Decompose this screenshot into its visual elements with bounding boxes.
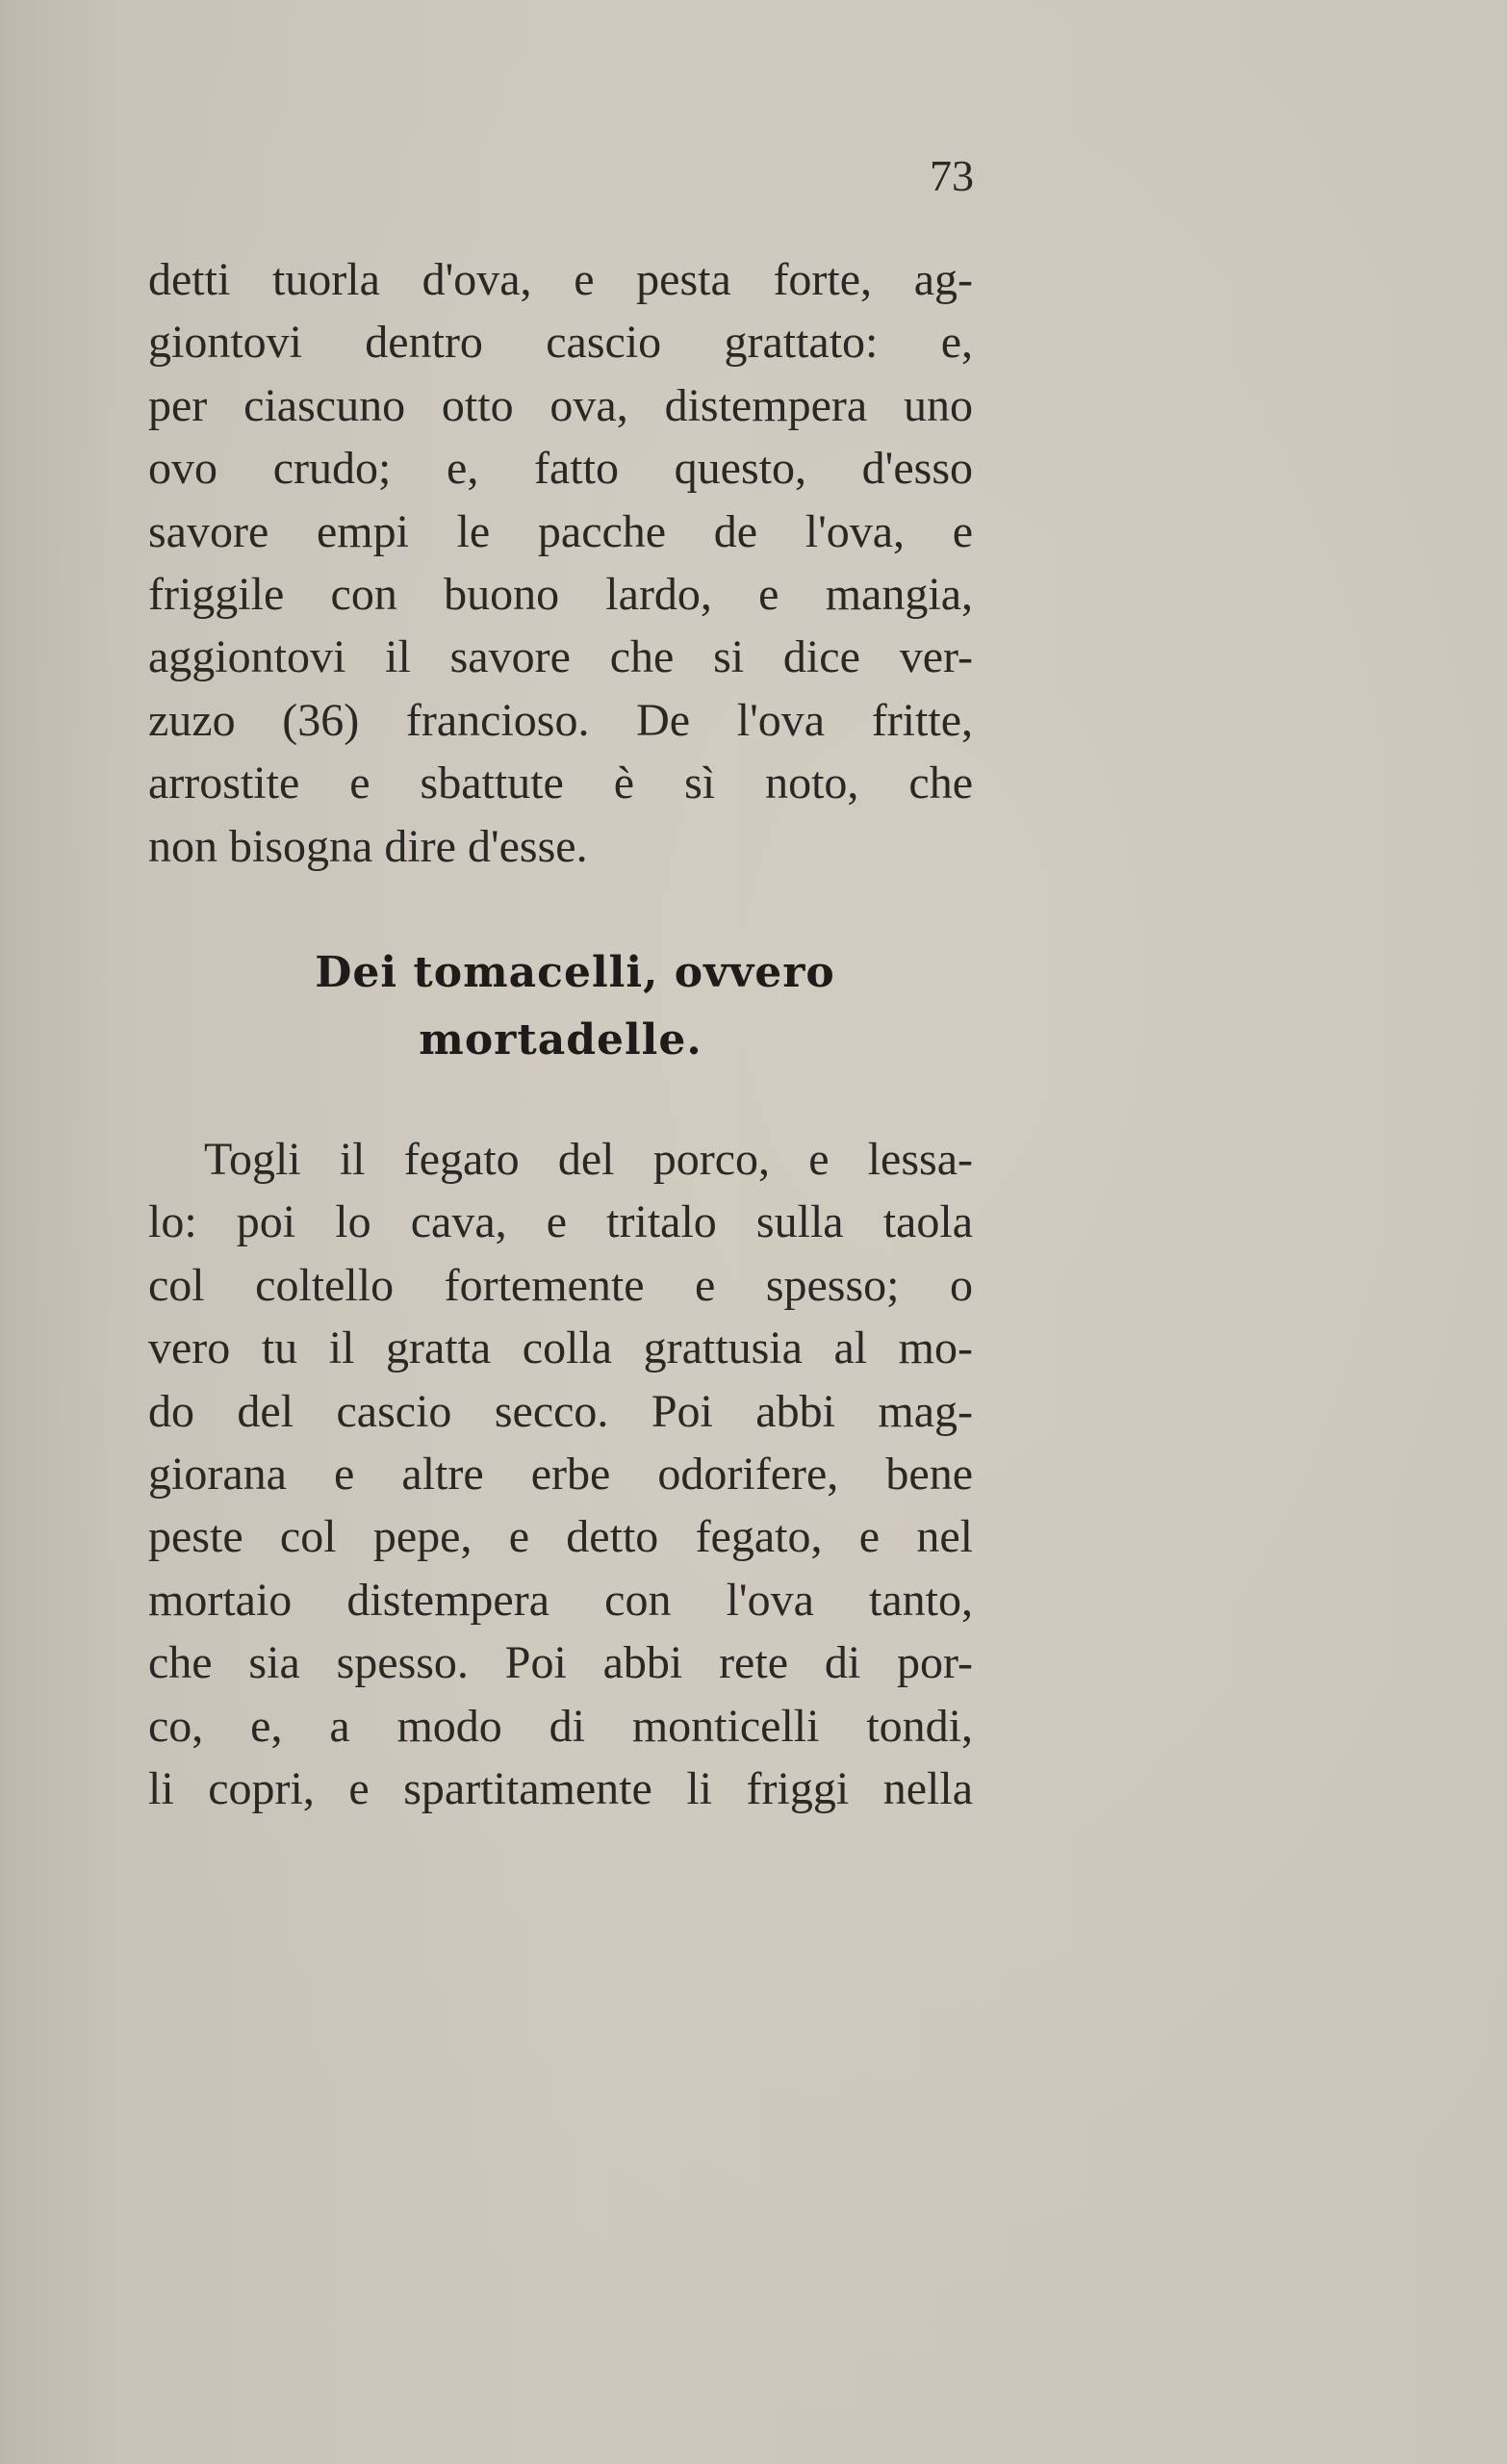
text-line: per ciascuno otto ova, distempera uno bbox=[148, 379, 973, 431]
text-line: peste col pepe, e detto fegato, e nel bbox=[148, 1511, 973, 1563]
text-line: arrostite e sbattute è sì noto, che bbox=[148, 757, 973, 809]
text-line: Togli il fegato del porco, e lessa- bbox=[204, 1134, 973, 1185]
text-line: zuzo (36) francioso. De l'ova fritte, bbox=[148, 694, 973, 746]
text-line: giontovi dentro cascio grattato: e, bbox=[148, 317, 973, 369]
text-line: col coltello fortemente e spesso; o bbox=[148, 1259, 973, 1311]
text-line: co, e, a modo di monticelli tondi, bbox=[148, 1700, 973, 1752]
text-line: che sia spesso. Poi abbi rete di por- bbox=[148, 1637, 973, 1689]
text-line: non bisogna dire d'esse. bbox=[148, 820, 588, 872]
section-heading bbox=[148, 939, 973, 1074]
text-line: lo: poi lo cava, e tritalo sulla taola bbox=[148, 1196, 973, 1248]
paragraph-recipe bbox=[148, 1128, 973, 1820]
heading-line: mortadelle. bbox=[419, 1015, 702, 1065]
text-line: aggiontovi il savore che si dice ver- bbox=[148, 631, 973, 683]
text-line: ovo crudo; e, fatto questo, d'esso bbox=[148, 443, 973, 495]
text-line: li copri, e spartitamente li friggi nella bbox=[148, 1763, 973, 1815]
text-line: vero tu il gratta colla grattusia al mo- bbox=[148, 1322, 973, 1374]
text-line: friggile con buono lardo, e mangia, bbox=[148, 569, 973, 621]
text-line: savore empi le pacche de l'ova, e bbox=[148, 505, 973, 557]
heading-line: Dei tomacelli, ovvero bbox=[315, 948, 835, 997]
text-line: do del cascio secco. Poi abbi mag- bbox=[148, 1385, 973, 1437]
text-line: giorana e altre erbe odorifere, bene bbox=[148, 1449, 973, 1501]
paragraph-continued bbox=[148, 248, 973, 878]
text-line: mortaio distempera con l'ova tanto, bbox=[148, 1574, 973, 1626]
text-line: detti tuorla d'ova, e pesta forte, ag- bbox=[148, 254, 973, 305]
page-number: 73 bbox=[930, 151, 974, 200]
